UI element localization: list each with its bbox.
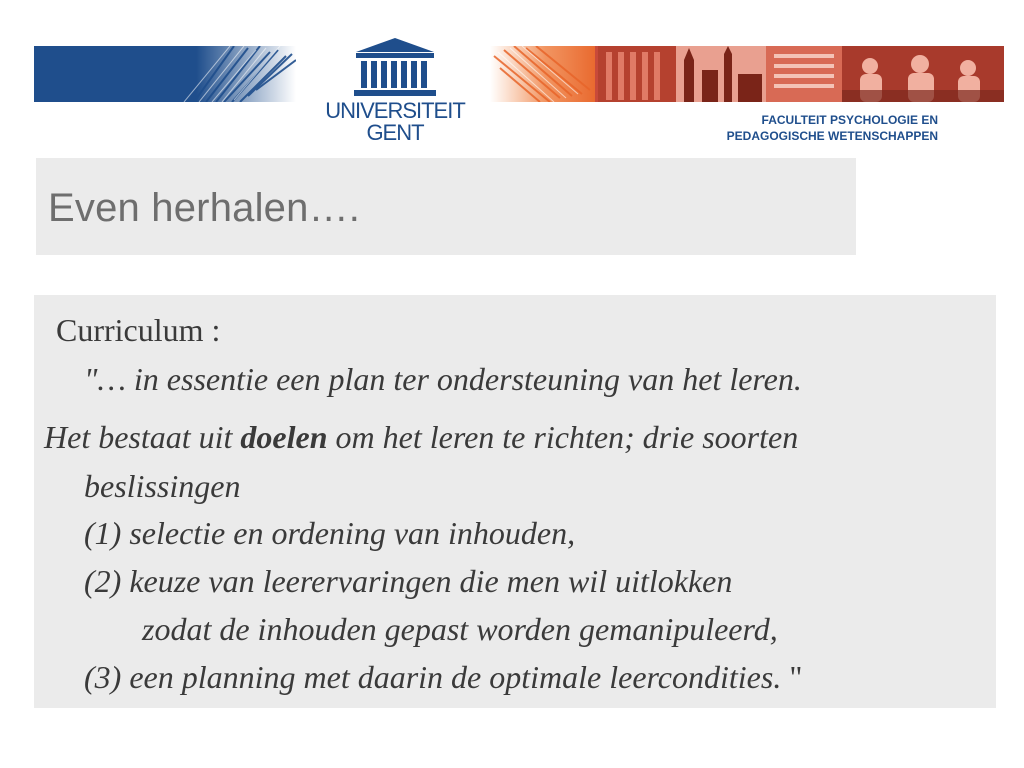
quote-line-2	[44, 419, 798, 455]
quote-line-1: "… in essentie een plan ter ondersteuning van het leren.	[84, 361, 802, 397]
faculty-line-1: FACULTEIT PSYCHOLOGIE EN	[761, 113, 938, 127]
closing-quote: "	[781, 659, 803, 695]
slide-title: Even herhalen….	[48, 186, 361, 230]
logo-text-universiteit: UNIVERSITEIT	[325, 98, 465, 123]
list-item-3	[84, 659, 802, 695]
faculty-line-2: PEDAGOGISCHE WETENSCHAPPEN	[726, 129, 938, 143]
list-item-2-continued: zodat de inhouden gepast worden gemanipuleerd,	[142, 611, 778, 647]
university-logo	[310, 36, 480, 148]
list-item-3-text: (3) een planning met daarin de optimale leercondities.	[84, 659, 782, 695]
curriculum-heading: Curriculum :	[56, 312, 221, 348]
list-item-1: (1) selectie en ordening van inhouden,	[84, 515, 576, 551]
doelen-emphasis: doelen	[240, 419, 328, 455]
logo-text-gent: GENT	[366, 120, 424, 145]
quote-line-3: beslissingen	[84, 468, 241, 504]
content-box	[34, 295, 996, 708]
building-columns-icon	[310, 36, 480, 100]
header-banner-left	[34, 46, 296, 102]
title-box	[36, 158, 856, 255]
quote-line-2-start: Het bestaat uit	[44, 419, 241, 455]
quote-line-2-end: om het leren te richten; drie soorten	[327, 419, 799, 455]
faculty-name	[727, 112, 938, 144]
list-item-2: (2) keuze van leerervaringen die men wil uitlokken	[84, 563, 733, 599]
header-banner-right	[490, 46, 1004, 102]
